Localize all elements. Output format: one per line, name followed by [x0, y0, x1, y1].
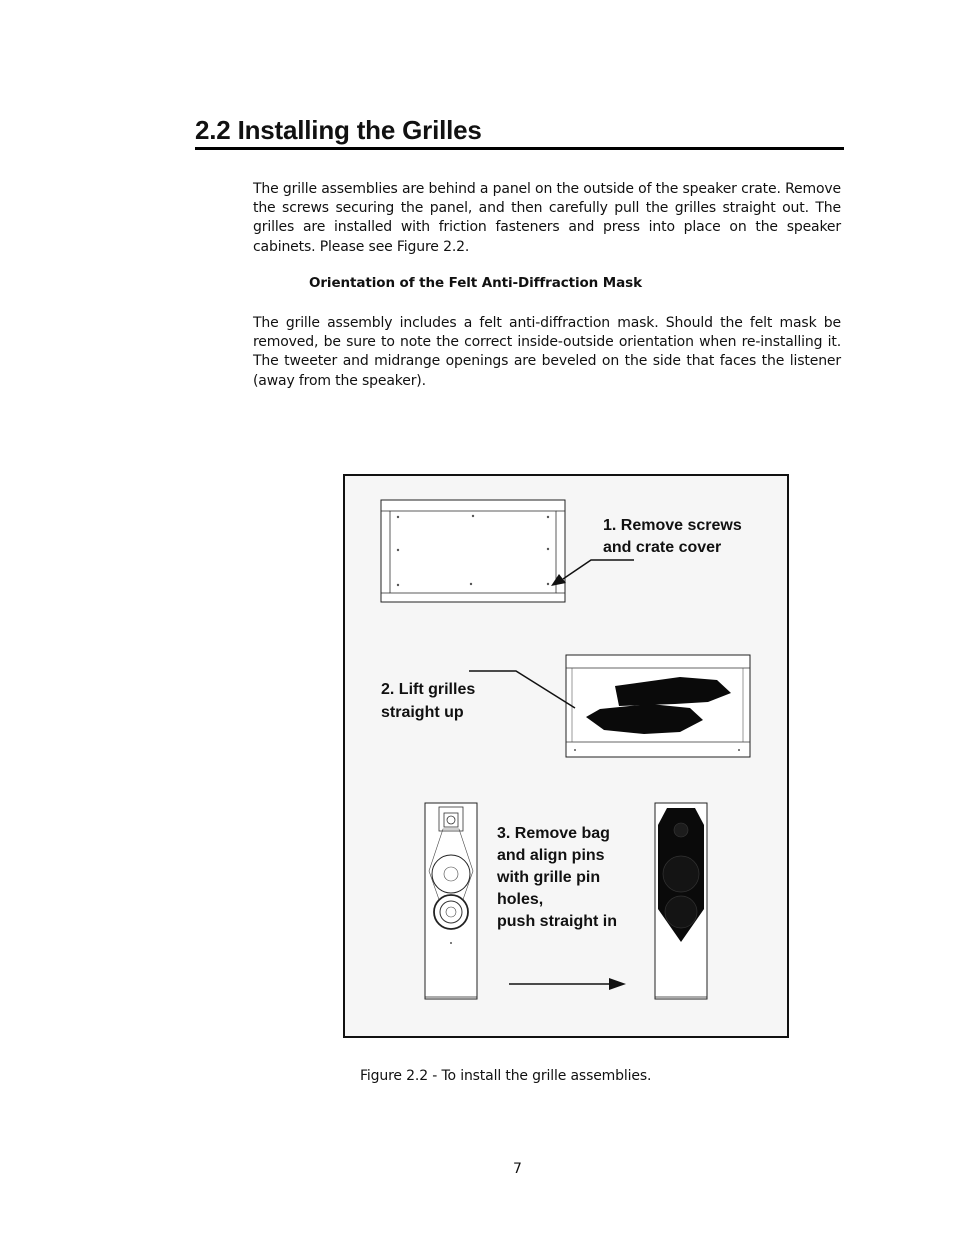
step2-arrow: [469, 671, 575, 708]
step2-label-line1: 2. Lift grilles: [381, 681, 476, 698]
speaker-without-grille-illustration: [425, 803, 477, 999]
heading-rule: [195, 147, 844, 150]
step3-label-line4: holes,: [497, 891, 544, 908]
crate-panel-illustration: [381, 500, 565, 602]
step1-label-line1: 1. Remove screws: [603, 517, 742, 534]
step3-arrow: [509, 978, 626, 990]
felt-mask-paragraph: The grille assembly includes a felt anti-diffraction mask. Should the felt mask be removed, be sure to note the correct inside-outside orientation when re-installing it. The tweeter and midrange openings are beveled on the side that faces the listener (away from the speaker).: [253, 315, 841, 389]
section-heading: 2.2 Installing the Grilles: [195, 115, 482, 145]
grille-install-figure: [343, 474, 789, 1038]
step3-label-line1: 3. Remove bag: [497, 825, 610, 842]
step3-label-line5: push straight in: [497, 913, 617, 930]
step3-label-line2: and align pins: [497, 847, 605, 864]
speaker-with-grille-illustration: [655, 803, 707, 999]
step3-label-line3: with grille pin: [497, 869, 601, 886]
grilles-in-crate-illustration: [566, 655, 750, 757]
intro-paragraph: The grille assemblies are behind a panel on the outside of the speaker crate. Remove the screws securing the panel, and then carefully pull the grilles straight out. The grilles are installed with friction fasteners and press into place on the speaker cabinets. Please see Figure 2.2.: [253, 181, 841, 255]
figure-caption: Figure 2.2 - To install the grille assemblies.: [360, 1068, 652, 1084]
page-number: 7: [513, 1161, 522, 1177]
subheading-felt-mask: Orientation of the Felt Anti-Diffraction Mask: [309, 275, 642, 291]
step2-label-line2: straight up: [381, 704, 464, 721]
step1-label-line2: and crate cover: [603, 539, 722, 556]
